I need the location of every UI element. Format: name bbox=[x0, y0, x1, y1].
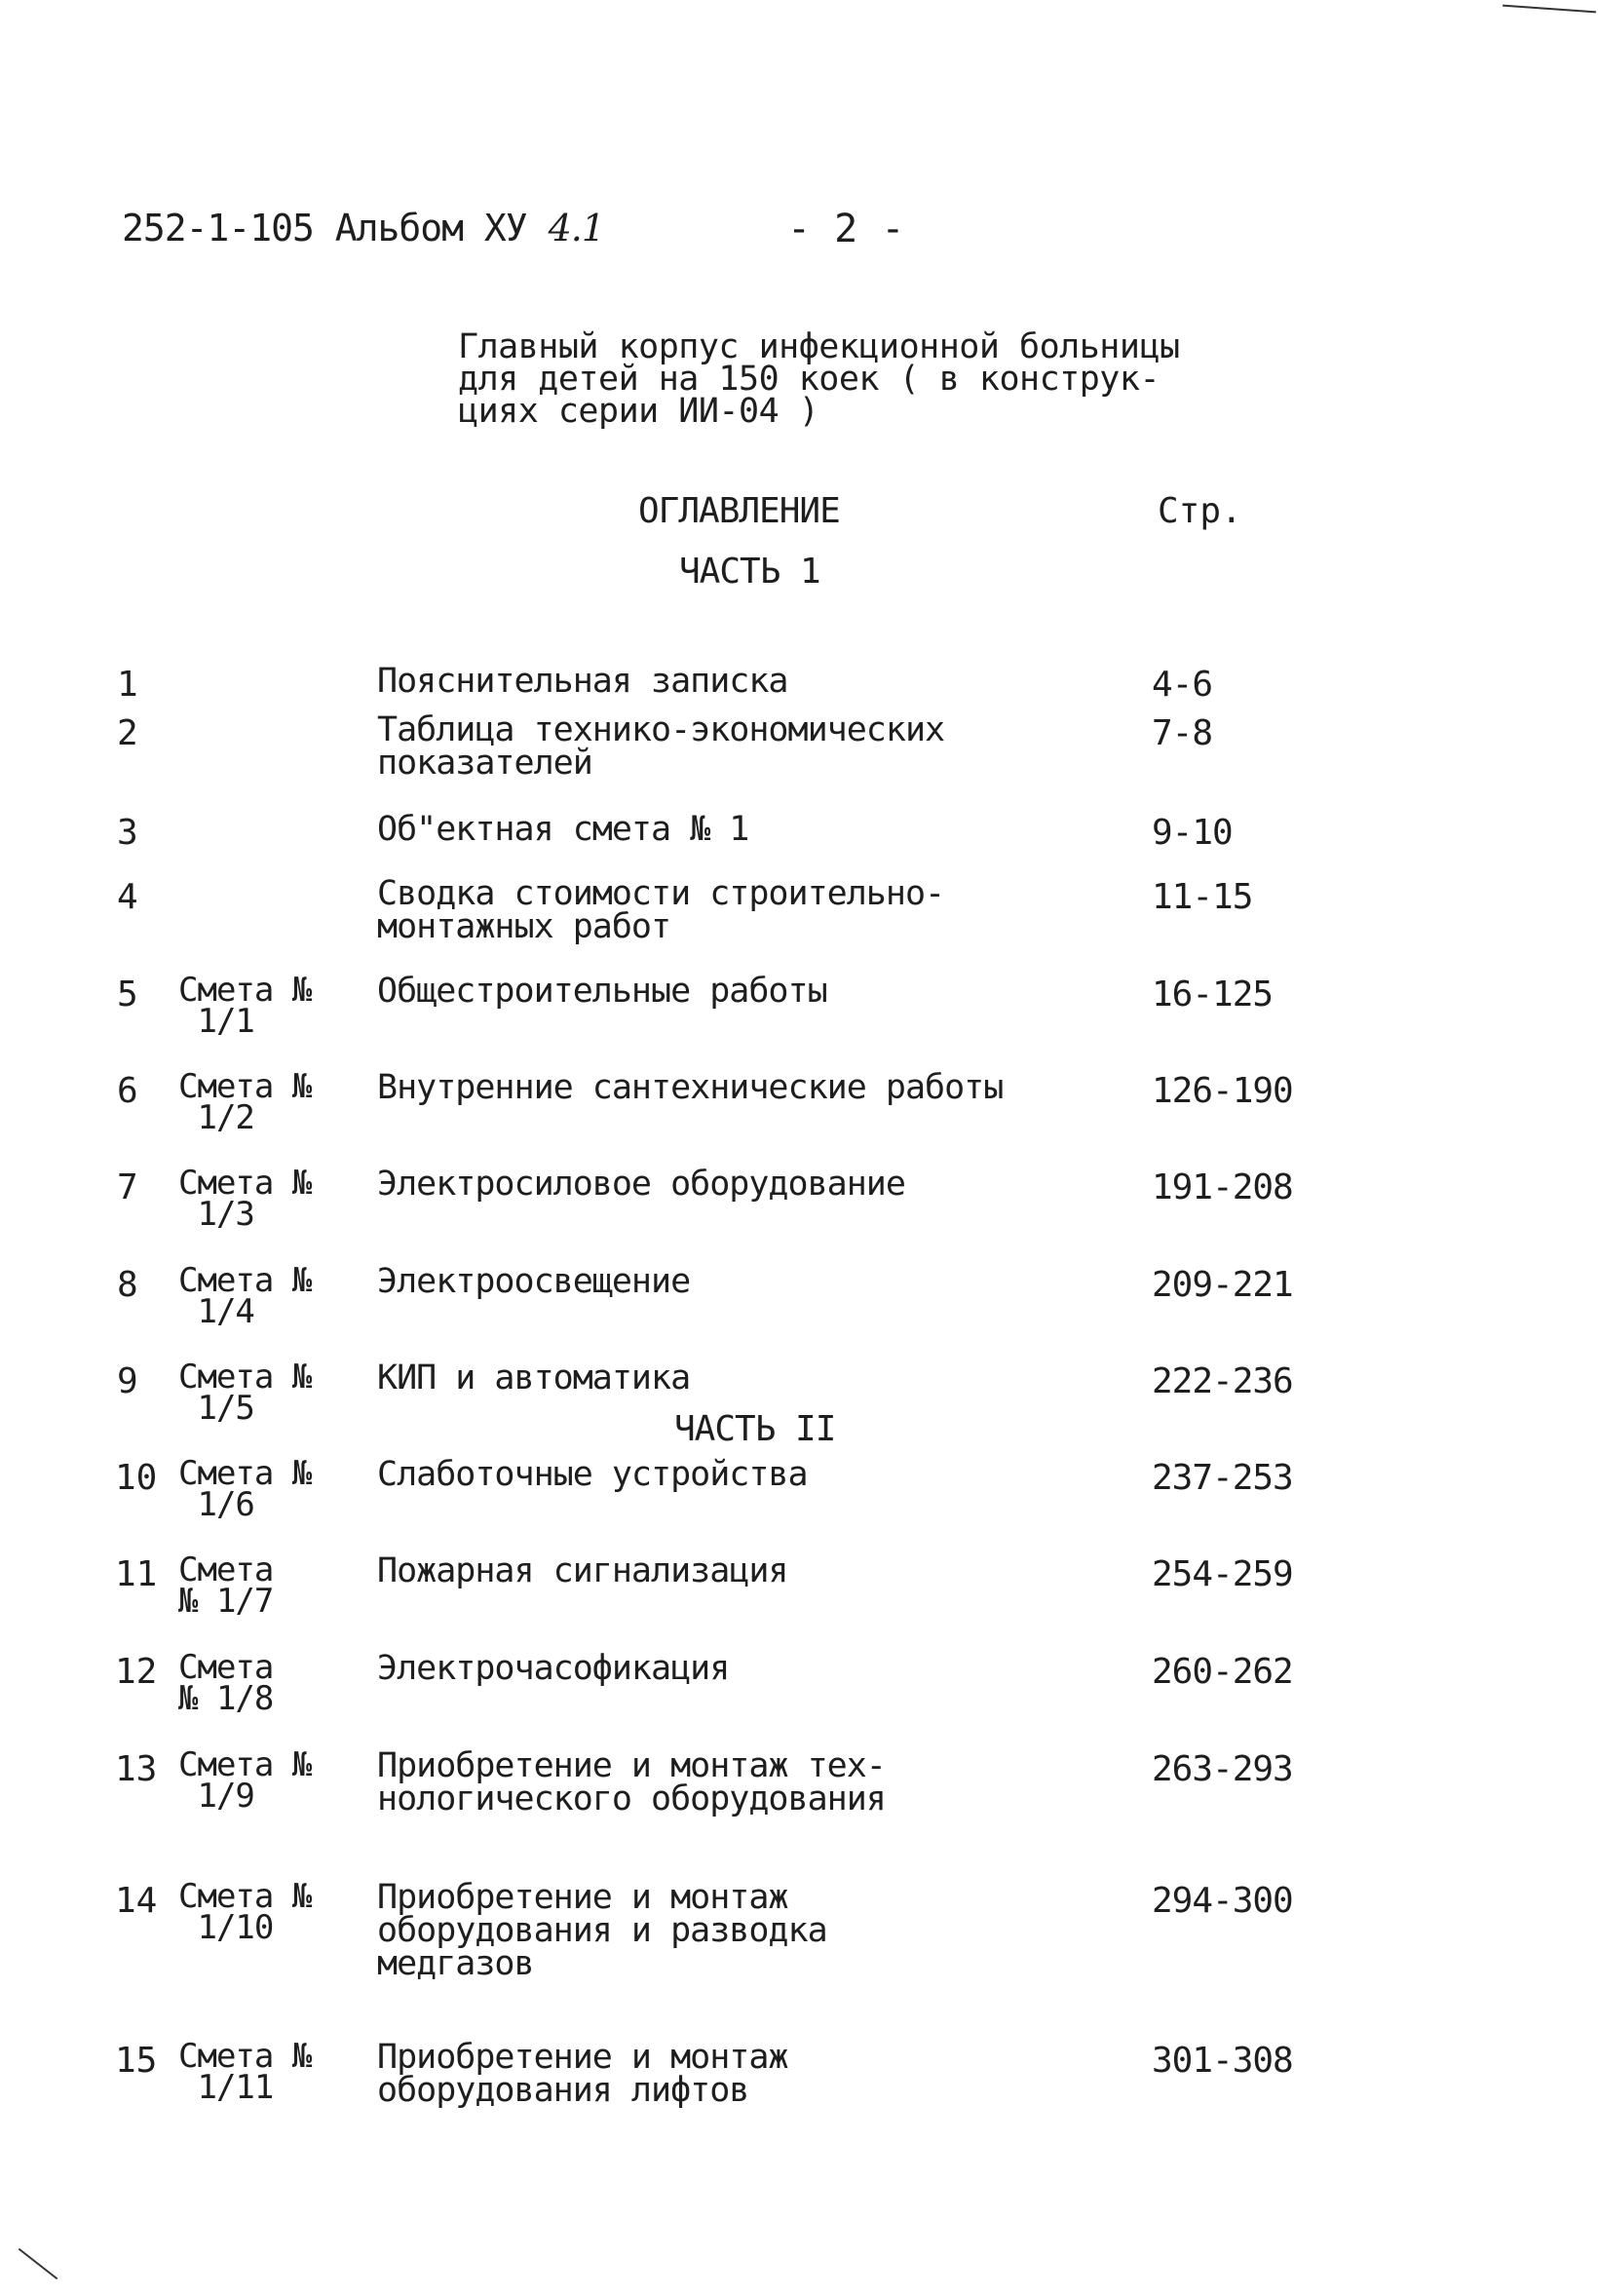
toc-row bbox=[0, 1454, 1598, 1524]
toc-row bbox=[0, 1877, 1598, 1983]
toc-row-number: 10 bbox=[115, 1458, 158, 1498]
toc-row-pages: 209-221 bbox=[1152, 1265, 1293, 1305]
toc-row-description: Слаботочные устройства bbox=[377, 1455, 808, 1494]
toc-row-number: 15 bbox=[115, 2041, 158, 2081]
toc-row bbox=[0, 1164, 1598, 1234]
album-code-handwritten: 4.1 bbox=[548, 207, 605, 249]
album-code-text: 252-1-105 Альбом ХУ bbox=[122, 207, 527, 249]
toc-row-pages: 237-253 bbox=[1152, 1458, 1293, 1498]
toc-row-pages: 260-262 bbox=[1152, 1652, 1293, 1692]
toc-row-pages: 11-15 bbox=[1152, 877, 1253, 917]
toc-row-number: 13 bbox=[115, 1749, 158, 1789]
toc-row-pages: 16-125 bbox=[1152, 975, 1274, 1014]
toc-row-description: КИП и автоматика bbox=[377, 1358, 691, 1397]
toc-row-number: 1 bbox=[117, 665, 138, 705]
scan-mark bbox=[1503, 5, 1596, 14]
toc-row-number: 5 bbox=[117, 975, 138, 1014]
toc-row bbox=[0, 2037, 1598, 2110]
toc-row-estimate: Смета № 1/8 bbox=[178, 1648, 274, 1718]
toc-row-description: Об"ектная смета № 1 bbox=[377, 810, 749, 849]
toc-row-pages: 222-236 bbox=[1152, 1361, 1293, 1401]
toc-row-description: Электроосвещение bbox=[377, 1262, 691, 1301]
toc-row-estimate: Смета № 1/4 bbox=[178, 1261, 312, 1331]
toc-row-estimate: Смета № 1/11 bbox=[178, 2037, 312, 2107]
toc-row bbox=[0, 874, 1598, 946]
toc-row-description: Пояснительная записка bbox=[377, 662, 788, 701]
toc-row-description: Внутренние сантехнические работы bbox=[377, 1068, 1004, 1107]
toc-row-description: Сводка стоимости строительно- монтажных работ bbox=[377, 874, 945, 946]
toc-row-number: 14 bbox=[115, 1881, 158, 1921]
toc-row-pages: 7-8 bbox=[1152, 713, 1213, 753]
toc-row-pages: 294-300 bbox=[1152, 1881, 1293, 1921]
toc-row-pages: 263-293 bbox=[1152, 1749, 1293, 1789]
toc-row bbox=[0, 710, 1598, 783]
page-number: - 2 - bbox=[787, 207, 905, 251]
toc-row bbox=[0, 971, 1598, 1041]
album-code bbox=[122, 207, 604, 249]
toc-row-estimate: Смета № 1/3 bbox=[178, 1164, 312, 1234]
toc-row-description: Приобретение и монтаж оборудования лифтов bbox=[377, 2038, 788, 2110]
toc-row-description: Пожарная сигнализация bbox=[377, 1551, 788, 1590]
toc-row-number: 12 bbox=[115, 1652, 158, 1692]
page-column-header: Стр. bbox=[1158, 491, 1242, 531]
part-1-heading: ЧАСТЬ 1 bbox=[679, 552, 820, 592]
part-2-heading: ЧАСТЬ II bbox=[674, 1409, 836, 1449]
toc-row bbox=[0, 1745, 1598, 1818]
toc-row-pages: 191-208 bbox=[1152, 1167, 1293, 1207]
scan-mark bbox=[19, 2248, 58, 2279]
toc-row-estimate: Смета № 1/2 bbox=[178, 1067, 312, 1137]
toc-row-description: Приобретение и монтаж оборудования и разводка медгазов bbox=[377, 1878, 827, 1983]
toc-row-pages: 126-190 bbox=[1152, 1071, 1293, 1111]
toc-row-estimate: Смета № 1/6 bbox=[178, 1454, 312, 1524]
toc-row-estimate: Смета № 1/9 bbox=[178, 1745, 312, 1816]
toc-row-number: 4 bbox=[117, 877, 138, 917]
toc-row bbox=[0, 1067, 1598, 1137]
toc-row-pages: 254-259 bbox=[1152, 1554, 1293, 1594]
toc-row-number: 8 bbox=[117, 1265, 138, 1305]
toc-row bbox=[0, 1358, 1598, 1428]
toc-row-description: Таблица технико-экономических показателей bbox=[377, 710, 945, 783]
toc-row-number: 3 bbox=[117, 813, 138, 853]
toc-row-estimate: Смета № 1/1 bbox=[178, 971, 312, 1041]
toc-row-number: 6 bbox=[117, 1071, 138, 1111]
toc-row bbox=[0, 1261, 1598, 1331]
toc-row-number: 9 bbox=[117, 1361, 138, 1401]
toc-row-pages: 4-6 bbox=[1152, 665, 1213, 705]
toc-row-estimate: Смета № 1/5 bbox=[178, 1358, 312, 1428]
toc-row-number: 11 bbox=[115, 1554, 158, 1594]
toc-title: ОГЛАВЛЕНИЕ bbox=[638, 491, 840, 531]
toc-row-number: 2 bbox=[117, 713, 138, 753]
toc-row-estimate: Смета № 1/7 bbox=[178, 1550, 274, 1621]
toc-row bbox=[0, 810, 1598, 871]
toc-row-pages: 9-10 bbox=[1152, 813, 1233, 853]
toc-row bbox=[0, 1550, 1598, 1621]
toc-row-pages: 301-308 bbox=[1152, 2041, 1293, 2081]
toc-row-description: Электрочасофикация bbox=[377, 1649, 730, 1688]
toc-row bbox=[0, 1648, 1598, 1718]
toc-row-description: Электросиловое оборудование bbox=[377, 1165, 905, 1204]
toc-row-description: Общестроительные работы bbox=[377, 972, 827, 1011]
document-subtitle: Главный корпус инфекционной больницы для детей на 150 коек ( в конструк- циях серии ИИ-04 ) bbox=[458, 327, 1180, 431]
toc-row-estimate: Смета № 1/10 bbox=[178, 1877, 312, 1947]
toc-row-description: Приобретение и монтаж тех- нологического оборудования bbox=[377, 1746, 886, 1818]
toc-row-number: 7 bbox=[117, 1167, 138, 1207]
